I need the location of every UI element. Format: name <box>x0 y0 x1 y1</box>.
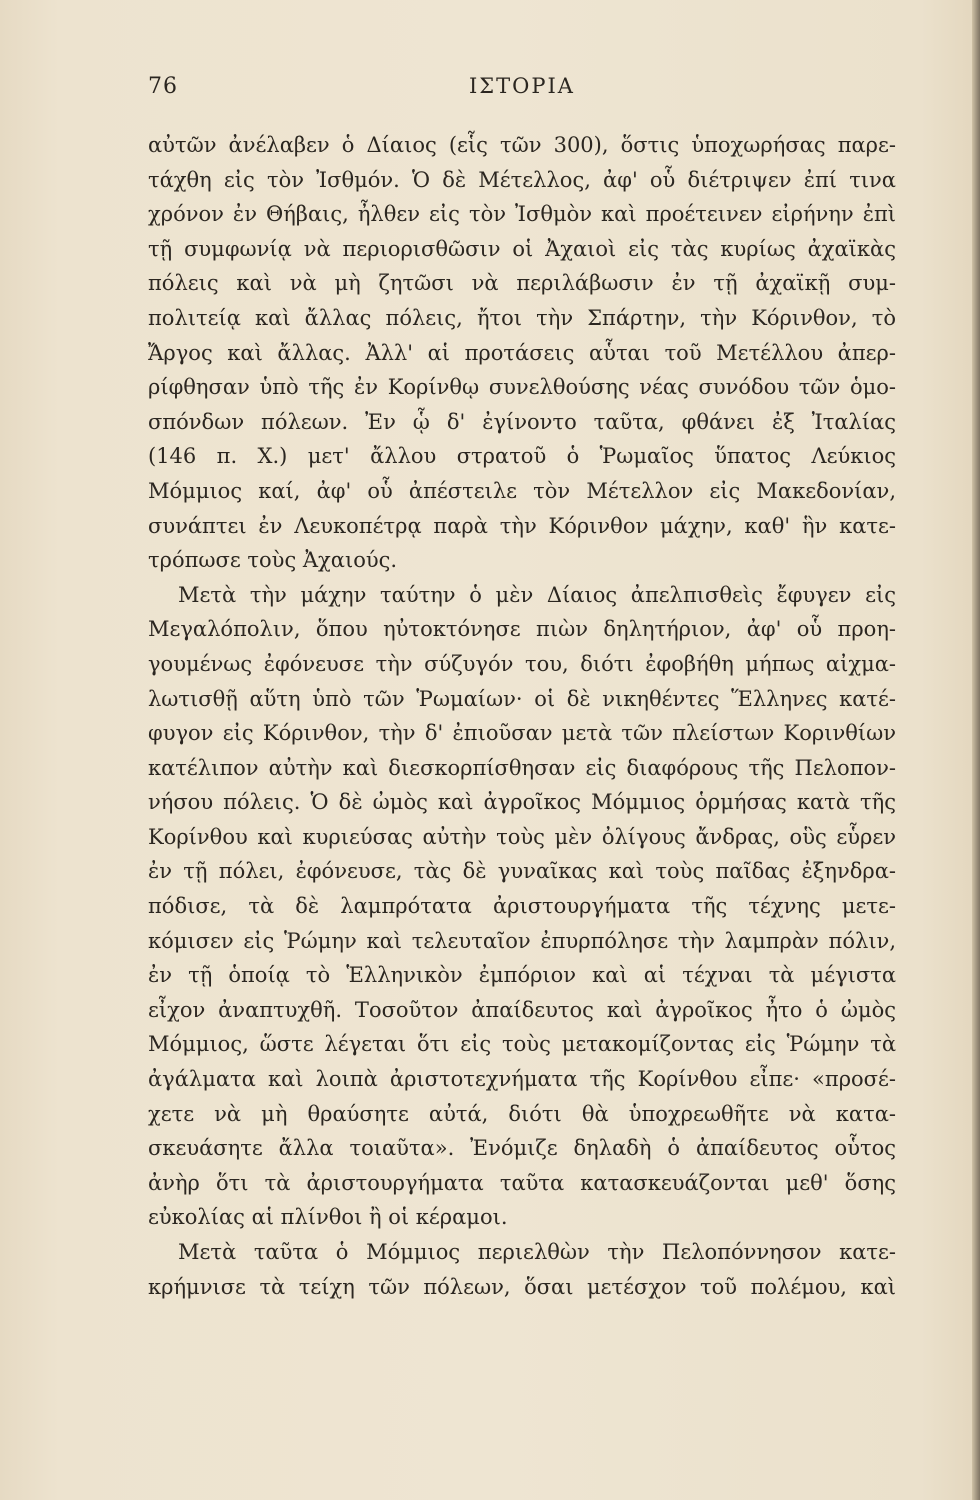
text-line: ἀνὴρ ὅτι τὰ ἀριστουργήματα ταῦτα κατασκευάζονται μεθ' ὅσης <box>148 1170 896 1195</box>
text-line: τρόπωσε τοὺς Ἀχαιούς. <box>148 548 398 573</box>
text-line: Μόμμιος, ὥστε λέγεται ὅτι εἰς τοὺς μετακομίζοντας εἰς Ῥώμην τὰ <box>148 1032 896 1057</box>
text-line: Κορίνθου καὶ κυριεύσας αὐτὴν τοὺς μὲν ὀλίγους ἄνδρας, οὓς εὗρεν <box>148 824 896 849</box>
page-edge <box>972 0 980 1500</box>
running-title: ΙΣΤΟΡΙΑ <box>469 74 575 98</box>
text-line: ἐν τῇ ὁποίᾳ τὸ Ἑλληνικὸν ἐμπόριον καὶ αἱ τέχναι τὰ μέγιστα <box>148 963 896 988</box>
text-line: κατέλιπον αὐτὴν καὶ διεσκορπίσθησαν εἰς διαφόρους τῆς Πελοπον- <box>148 755 896 780</box>
text-line: τάχθη εἰς τὸν Ἰσθμόν. Ὁ δὲ Μέτελλος, ἀφ' οὗ διέτριψεν ἐπί τινα <box>148 167 896 192</box>
text-line: πόδισε, τὰ δὲ λαμπρότατα ἀριστουργήματα τῆς τέχνης μετε- <box>148 894 896 919</box>
text-line: Μετὰ ταῦτα ὁ Μόμμιος περιελθὼν τὴν Πελοπόννησον κατε- <box>178 1240 896 1264</box>
text-line: γουμένως ἐφόνευσε τὴν σύζυγόν του, διότι ἐφοβήθη μήπως αἰχμα- <box>148 651 896 676</box>
text-line: σκευάσητε ἄλλα τοιαῦτα». Ἐνόμιζε δηλαδὴ ὁ ἀπαίδευτος οὗτος <box>148 1136 896 1161</box>
page-number: 76 <box>148 74 178 99</box>
text-line: συνάπτει ἐν Λευκοπέτρᾳ παρὰ τὴν Κόρινθον μάχην, καθ' ἣν κατε- <box>148 513 896 538</box>
text-line: (146 π. Χ.) μετ' ἄλλου στρατοῦ ὁ Ῥωμαῖος ὕπατος Λεύκιος <box>148 444 896 469</box>
text-line: κόμισεν εἰς Ῥώμην καὶ τελευταῖον ἐπυρπόλησε τὴν λαμπρὰν πόλιν, <box>148 928 896 953</box>
body-text <box>148 128 896 1304</box>
text-line: νήσου πόλεις. Ὁ δὲ ὠμὸς καὶ ἀγροῖκος Μόμμιος ὁρμήσας κατὰ τῆς <box>148 790 896 815</box>
text-line: αὐτῶν ἀνέλαβεν ὁ Δίαιος (εἷς τῶν 300), ὅστις ὑποχωρήσας παρε- <box>148 133 896 157</box>
text-line: χετε νὰ μὴ θραύσητε αὐτά, διότι θὰ ὑποχρεωθῆτε νὰ κατα- <box>148 1101 896 1126</box>
text-line: χρόνον ἐν Θήβαις, ἦλθεν εἰς τὸν Ἰσθμὸν καὶ προέτεινεν εἰρήνην ἐπὶ <box>148 202 896 227</box>
text-line: σπόνδων πόλεων. Ἐν ᾧ δ' ἐγίνοντο ταῦτα, φθάνει ἐξ Ἰταλίας <box>148 409 896 434</box>
text-line: Μετὰ τὴν μάχην ταύτην ὁ μὲν Δίαιος ἀπελπισθεὶς ἔφυγεν εἰς <box>178 582 896 607</box>
text-line: ρίφθησαν ὑπὸ τῆς ἐν Κορίνθῳ συνελθούσης νέας συνόδου τῶν ὁμο- <box>148 375 896 400</box>
text-line: Μεγαλόπολιν, ὅπου ηὐτοκτόνησε πιὼν δηλητήριον, ἀφ' οὗ προη- <box>148 617 896 642</box>
text-line: τῇ συμφωνίᾳ νὰ περιορισθῶσιν οἱ Ἀχαιοὶ εἰς τὰς κυρίως ἀχαϊκὰς <box>148 236 896 261</box>
text-line: εἶχον ἀναπτυχθῆ. Τοσοῦτον ἀπαίδευτος καὶ ἀγροῖκος ἦτο ὁ ὠμὸς <box>148 997 896 1022</box>
text-line: λωτισθῇ αὕτη ὑπὸ τῶν Ῥωμαίων· οἱ δὲ νικηθέντες Ἕλληνες κατέ- <box>148 686 896 711</box>
text-line: ἀγάλματα καὶ λοιπὰ ἀριστοτεχνήματα τῆς Κορίνθου εἶπε· «προσέ- <box>148 1067 896 1092</box>
text-line: Μόμμιος καί, ἀφ' οὗ ἀπέστειλε τὸν Μέτελλον εἰς Μακεδονίαν, <box>148 478 896 503</box>
text-line: πολιτείᾳ καὶ ἄλλας πόλεις, ἤτοι τὴν Σπάρτην, τὴν Κόρινθον, τὸ <box>148 305 896 330</box>
page-header <box>148 74 896 104</box>
text-line: κρήμνισε τὰ τείχη τῶν πόλεων, ὅσαι μετέσχον τοῦ πολέμου, καὶ <box>148 1274 896 1299</box>
text-line: πόλεις καὶ νὰ μὴ ζητῶσι νὰ περιλάβωσιν ἐν τῇ ἀχαϊκῇ συμ- <box>148 271 896 296</box>
text-line: φυγον εἰς Κόρινθον, τὴν δ' ἐπιοῦσαν μετὰ τῶν πλείστων Κορινθίων <box>148 721 896 746</box>
text-line: ἐν τῇ πόλει, ἐφόνευσε, τὰς δὲ γυναῖκας καὶ τοὺς παῖδας ἐξηνδρα- <box>148 859 896 884</box>
text-line: εὐκολίας αἱ πλίνθοι ἢ οἱ κέραμοι. <box>148 1205 508 1230</box>
text-line: Ἄργος καὶ ἄλλας. Ἀλλ' αἱ προτάσεις αὗται τοῦ Μετέλλου ἀπερ- <box>148 340 896 365</box>
